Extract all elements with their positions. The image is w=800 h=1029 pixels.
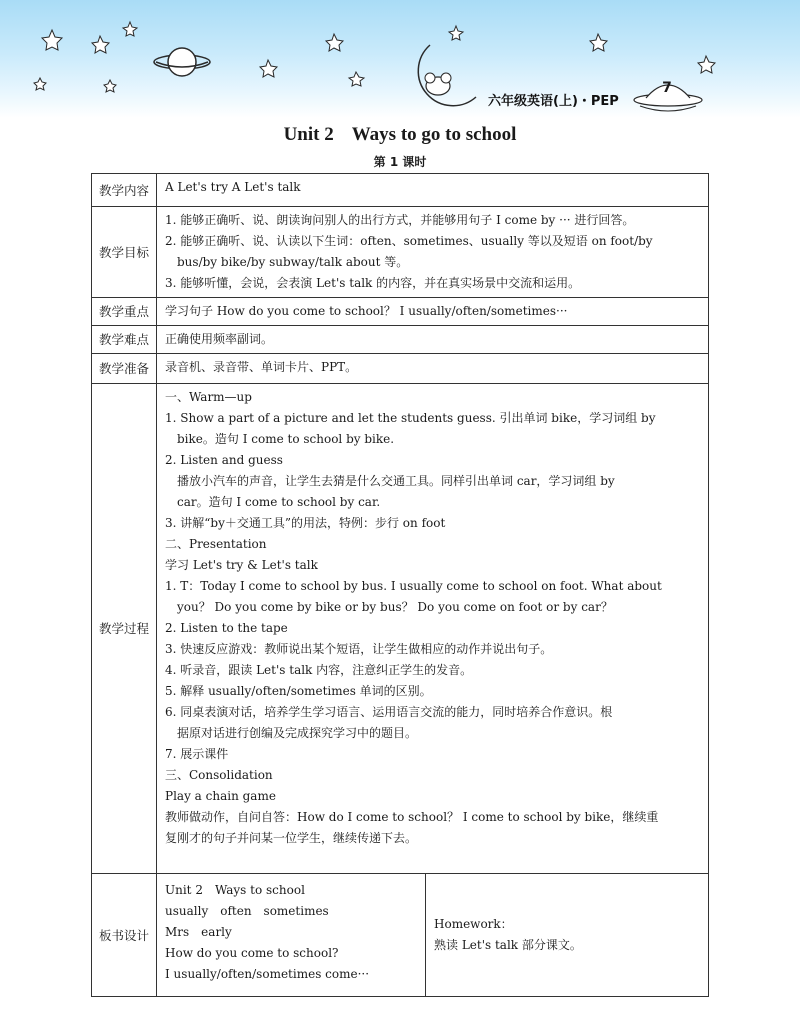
book-label: 六年级英语(上)・PEP <box>488 94 619 109</box>
board-notes <box>157 874 426 996</box>
star-icon <box>698 56 715 73</box>
page-title <box>0 124 800 146</box>
planet-icon <box>154 48 210 76</box>
star-icon <box>260 60 277 77</box>
process-line: 2. Listen and guess <box>165 453 283 467</box>
moon-icon <box>418 45 476 106</box>
star-icon <box>34 78 46 90</box>
lesson-plan-table <box>91 173 709 997</box>
process-line: 3. 讲解“by＋交通工具”的用法，特例：步行 on foot <box>165 516 446 530</box>
row-label-process: 教学过程 <box>92 384 157 874</box>
row-value-difficulties <box>157 326 709 354</box>
objective-line: 3. 能够听懂，会说，会表演 Let's talk 的内容，并在真实场景中交流和运用。 <box>165 276 581 290</box>
homework-title: Homework： <box>434 917 513 931</box>
banner-decoration <box>0 0 800 118</box>
row-value-objectives <box>157 207 709 298</box>
table-row <box>92 354 709 384</box>
process-line: 4. 听录音，跟读 Let's talk 内容，注意纠正学生的发音。 <box>165 663 473 677</box>
star-icon <box>349 72 364 86</box>
process-line: 教师做动作，自问自答：How do I come to school？ I come to school by bike，继续重 <box>165 810 659 824</box>
star-icon <box>590 34 607 51</box>
row-label-board: 板书设计 <box>92 874 157 997</box>
header-banner <box>0 0 800 118</box>
table-row <box>92 326 709 354</box>
process-line: bike。造句 I come to school by bike. <box>177 432 395 446</box>
row-label-key-points: 教学重点 <box>92 298 157 326</box>
star-icon <box>123 22 137 36</box>
homework-text: 熟读 Let's talk 部分课文。 <box>434 938 582 952</box>
board-line: I usually/often/sometimes come··· <box>165 967 370 981</box>
page-number: 7 <box>662 80 672 96</box>
table-row <box>92 874 709 997</box>
process-line: you？ Do you come by bike or by bus？ Do you come on foot or by car？ <box>177 600 613 614</box>
row-value-content <box>157 174 709 207</box>
process-line: 据原对话进行创编及完成探究学习中的题目。 <box>177 726 418 740</box>
process-line: 播放小汽车的声音，让学生去猜是什么交通工具。同样引出单词 car，学习词组 by <box>177 474 615 488</box>
process-line: 复刚才的句子并问某一位学生，继续传递下去。 <box>165 831 418 845</box>
process-line: 3. 快速反应游戏：教师说出某个短语，让学生做相应的动作并说出句子。 <box>165 642 553 656</box>
process-line: Play a chain game <box>165 789 276 803</box>
lesson-label: 第 1 课时 <box>373 155 427 169</box>
key-points-text: 学习句子 How do you come to school？ I usually/often/sometimes··· <box>165 304 568 318</box>
star-icon <box>42 30 62 50</box>
row-value-key-points <box>157 298 709 326</box>
process-line: 2. Listen to the tape <box>165 621 288 635</box>
table-row <box>92 384 709 874</box>
star-icon <box>104 80 116 92</box>
row-value-process <box>157 384 709 874</box>
star-icon <box>92 36 109 53</box>
row-label-difficulties: 教学难点 <box>92 326 157 354</box>
unit-number: Unit 2 <box>283 124 334 145</box>
board-line: usually often sometimes <box>165 904 329 918</box>
process-line: car。造句 I come to school by car. <box>177 495 381 509</box>
table-row <box>92 207 709 298</box>
homework-box <box>426 874 708 996</box>
process-line: 学习 Let's try & Let's talk <box>165 558 318 572</box>
board-line: How do you come to school? <box>165 946 339 960</box>
star-icon <box>326 34 343 51</box>
process-line: 一、Warm—up <box>165 390 252 404</box>
process-line: 7. 展示课件 <box>165 747 229 761</box>
row-value-board <box>157 874 709 997</box>
unit-topic: Ways to go to school <box>351 124 517 145</box>
process-line: 二、Presentation <box>165 537 267 551</box>
process-line: 5. 解释 usually/often/sometimes 单词的区别。 <box>165 684 432 698</box>
process-line: 6. 同桌表演对话，培养学生学习语言、运用语言交流的能力，同时培养合作意识。根 <box>165 705 613 719</box>
board-line: Mrs early <box>165 925 232 939</box>
objective-line: 2. 能够正确听、说、认读以下生词：often、sometimes、usually 等以及短语 on foot/by <box>165 234 653 248</box>
process-line: 1. Show a part of a picture and let the students guess. 引出单词 bike，学习词组 by <box>165 411 656 425</box>
row-label-content: 教学内容 <box>92 174 157 207</box>
process-line: 三、Consolidation <box>165 768 273 782</box>
star-icon <box>449 26 463 40</box>
objective-line: 1. 能够正确听、说、朗读询问别人的出行方式，并能够用句子 I come by ··· 进行回答。 <box>165 213 635 227</box>
row-label-preparation: 教学准备 <box>92 354 157 384</box>
board-design <box>157 874 708 996</box>
objective-line: bus/by bike/by subway/talk about 等。 <box>177 255 409 269</box>
content-text: A Let's try A Let's talk <box>165 180 301 194</box>
board-line: Unit 2 Ways to school <box>165 883 305 897</box>
process-line: 1. T：Today I come to school by bus. I usually come to school on foot. What about <box>165 579 662 593</box>
row-value-preparation <box>157 354 709 384</box>
difficulties-text: 正确使用频率副词。 <box>165 332 274 346</box>
row-label-objectives: 教学目标 <box>92 207 157 298</box>
table-row <box>92 174 709 207</box>
table-row <box>92 298 709 326</box>
preparation-text: 录音机、录音带、单词卡片、PPT。 <box>165 360 358 374</box>
